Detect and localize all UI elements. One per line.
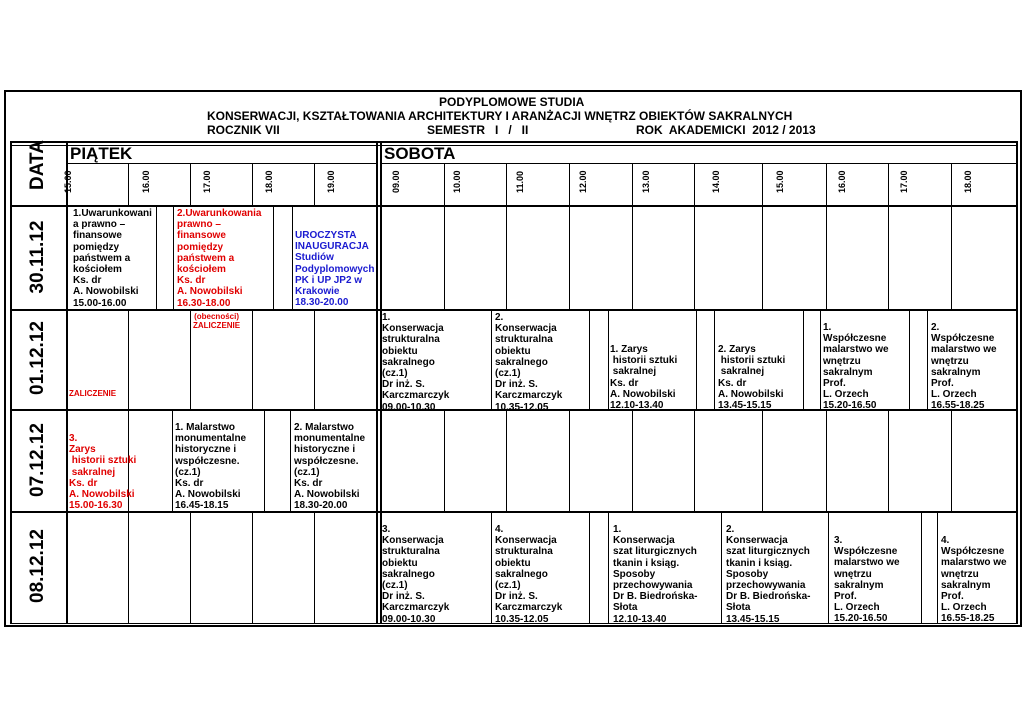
grid-line (927, 311, 928, 409)
grid-line (252, 163, 253, 205)
date-07-12-12: 07.12.12 (27, 423, 48, 497)
saturday-time-17: 17.00 (899, 170, 909, 193)
grid-line (632, 411, 633, 511)
grid-line (10, 141, 12, 624)
saturday-time-11: 11.00 (515, 170, 525, 193)
data-column-label: DATA (27, 140, 48, 190)
grid-line (190, 163, 191, 205)
grid-line (828, 513, 829, 623)
grid-line (10, 141, 1018, 143)
class-entry: 2.Uwarunkowania prawno – finansowe pomiędzy państwem a kościołem Ks. dr A. Nowobilski 16.30-18.00 (177, 208, 262, 309)
grid-line (694, 411, 695, 511)
attendance-credit-label: (obecności) ZALICZENIE (193, 312, 241, 330)
grid-line (694, 163, 695, 205)
grid-line (10, 511, 1018, 513)
friday-label: PIĄTEK (70, 144, 133, 163)
class-entry: 3. Współczesne malarstwo we wnętrzu sakralnym Prof. L. Orzech 15.20-16.50 (834, 535, 900, 625)
grid-line (314, 513, 315, 623)
grid-line (128, 513, 129, 623)
grid-line (1016, 141, 1018, 624)
class-entry: 1. Zarys historii sztuki sakralnej Ks. dr A. Nowobilski 12.10-13.40 (610, 344, 678, 412)
grid-line (951, 207, 952, 309)
grid-line (569, 411, 570, 511)
grid-line (10, 205, 1018, 207)
class-entry: 3. Konserwacja strukturalna obiektu sakralnego (cz.1) Dr inż. S. Karczmarczyk 09.00-10.30 (382, 524, 450, 625)
class-entry: 2. Konserwacja strukturalna obiektu sakralnego (cz.1) Dr inż. S. Karczmarczyk 10.35-12.05 (495, 312, 563, 413)
grid-line (888, 163, 889, 205)
grid-line (826, 207, 827, 309)
saturday-time-14: 14.00 (711, 170, 721, 193)
grid-line (172, 411, 173, 511)
friday-time-19: 19.00 (326, 170, 336, 193)
grid-line (589, 513, 590, 623)
class-entry: 1. Konserwacja strukturalna obiektu sakralnego (cz.1) Dr inż. S. Karczmarczyk 09.00-10.30 (382, 312, 450, 413)
saturday-time-10: 10.00 (452, 170, 462, 193)
grid-line (264, 411, 265, 511)
grid-line (608, 513, 609, 623)
grid-line (66, 141, 68, 624)
grid-line (314, 311, 315, 409)
grid-line (721, 513, 722, 623)
friday-time-15: 15.00 (63, 170, 73, 193)
class-entry: 2. Malarstwo monumentalne historyczne i współczesne. (cz.1) Ks. dr A. Nowobilski 18.30-20.00 (294, 422, 366, 512)
inauguration-entry: UROCZYSTA INAUGURACJA Studiów Podyplomowych PK i UP JP2 w Krakowie 18.30-20.00 (295, 230, 375, 309)
grid-line (951, 411, 952, 511)
grid-line (506, 411, 507, 511)
grid-line (273, 207, 274, 309)
class-entry: 4. Współczesne malarstwo we wnętrzu sakralnym Prof. L. Orzech 16.55-18.25 (941, 535, 1007, 625)
grid-line (826, 163, 827, 205)
saturday-label: SOBOTA (384, 144, 456, 163)
grid-line (589, 311, 590, 409)
grid-line (190, 513, 191, 623)
grid-line (292, 207, 293, 309)
saturday-time-09: 09.00 (391, 170, 401, 193)
friday-time-16: 16.00 (141, 170, 151, 193)
grid-line (694, 207, 695, 309)
grid-line (444, 411, 445, 511)
grid-line (376, 141, 378, 624)
grid-line (66, 163, 376, 164)
class-entry: 1.Uwarunkowani a prawno – finansowe pomiędzy państwem a kościołem Ks. dr A. Nowobilski 15.00-16.00 (73, 208, 152, 309)
grid-line (569, 163, 570, 205)
saturday-time-18: 18.00 (963, 170, 973, 193)
grid-line (951, 163, 952, 205)
class-entry: 1. Konserwacja szat liturgicznych tkanin i ksiąg. Sposoby przechowywania Dr B. Biedrońska- Słota 12.10-13.40 (613, 524, 698, 625)
grid-line (909, 311, 910, 409)
grid-line (290, 411, 291, 511)
header-rok: ROK AKADEMICKI 2012 / 2013 (636, 123, 816, 137)
grid-line (608, 311, 609, 409)
grid-line (632, 207, 633, 309)
grid-line (921, 513, 922, 623)
date-08-12-12: 08.12.12 (27, 529, 48, 603)
friday-time-17: 17.00 (202, 170, 212, 193)
class-entry: 1. Współczesne malarstwo we wnętrzu sakralnym Prof. L. Orzech 15.20-16.50 (823, 322, 889, 412)
grid-line (888, 411, 889, 511)
grid-line (826, 411, 827, 511)
header-semestr: SEMESTR I / II (427, 123, 529, 137)
grid-line (252, 513, 253, 623)
grid-line (491, 311, 492, 409)
grid-line (820, 311, 821, 409)
grid-line (156, 207, 157, 309)
saturday-time-12: 12.00 (578, 170, 588, 193)
grid-line (190, 311, 191, 409)
grid-line (762, 411, 763, 511)
grid-line (128, 311, 129, 409)
grid-line (491, 513, 492, 623)
grid-line (762, 207, 763, 309)
grid-line (10, 309, 1018, 311)
grid-line (803, 311, 804, 409)
class-entry: 2. Współczesne malarstwo we wnętrzu sakralnym Prof. L. Orzech 16.55-18.25 (931, 322, 997, 412)
grid-line (506, 207, 507, 309)
grid-line (444, 207, 445, 309)
class-entry: 2. Konserwacja szat liturgicznych tkanin i ksiąg. Sposoby przechowywania Dr B. Biedrońska- Słota 13.45-15.15 (726, 524, 811, 625)
class-entry: 4. Konserwacja strukturalna obiektu sakralnego (cz.1) Dr inż. S. Karczmarczyk 10.35-12.05 (495, 524, 563, 625)
grid-line (632, 163, 633, 205)
friday-time-18: 18.00 (264, 170, 274, 193)
grid-line (314, 163, 315, 205)
credit-label: ZALICZENIE (69, 389, 117, 398)
saturday-time-15: 15.00 (775, 170, 785, 193)
grid-line (506, 163, 507, 205)
grid-line (714, 311, 715, 409)
class-entry: 3. Zarys historii sztuki sakralnej Ks. dr A. Nowobilski 15.00-16.30 (69, 433, 137, 512)
grid-line (252, 311, 253, 409)
saturday-time-16: 16.00 (837, 170, 847, 193)
class-entry: 2. Zarys historii sztuki sakralnej Ks. dr A. Nowobilski 13.45-15.15 (718, 344, 786, 412)
grid-line (569, 207, 570, 309)
saturday-time-13: 13.00 (641, 170, 651, 193)
grid-line (128, 163, 129, 205)
date-30-11-12: 30.11.12 (27, 220, 48, 294)
grid-line (10, 145, 1018, 146)
class-entry: 1. Malarstwo monumentalne historyczne i współczesne. (cz.1) Ks. dr A. Nowobilski 16.45-18.15 (175, 422, 247, 512)
grid-line (762, 163, 763, 205)
date-01-12-12: 01.12.12 (27, 321, 48, 395)
grid-line (696, 311, 697, 409)
header-line-2: KONSERWACJI, KSZTAŁTOWANIA ARCHITEKTURY I ARANŻACJI WNĘTRZ OBIEKTÓW SAKRALNYCH (207, 109, 793, 123)
grid-line (937, 513, 938, 623)
header-line-1: PODYPLOMOWE STUDIA (439, 95, 585, 109)
grid-line (888, 207, 889, 309)
grid-line (381, 163, 1017, 164)
header-rocznik: ROCZNIK VII (207, 123, 280, 137)
grid-line (173, 207, 174, 309)
grid-line (444, 163, 445, 205)
